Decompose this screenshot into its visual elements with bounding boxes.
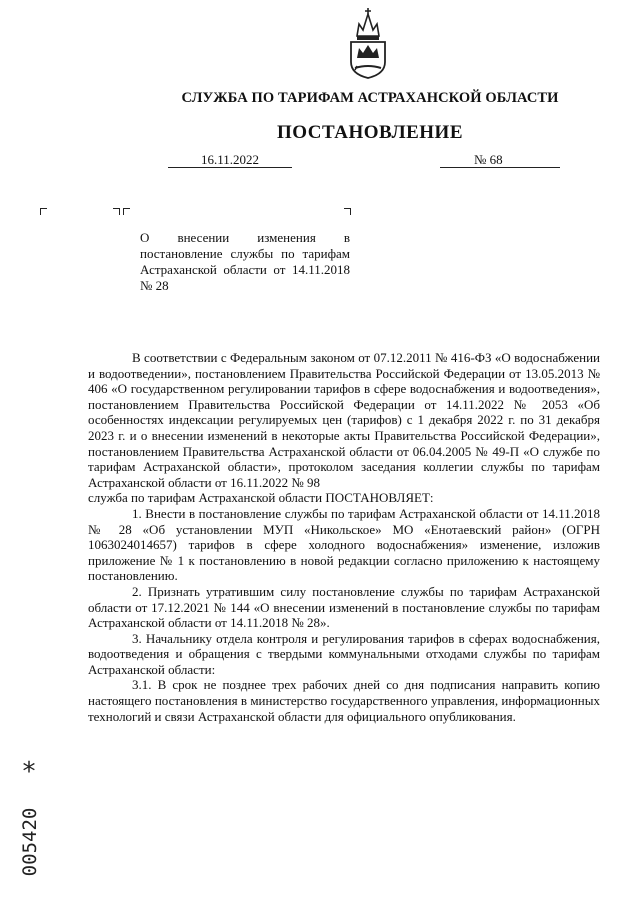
corner-mark <box>113 208 120 215</box>
stamp-asterisk: * <box>22 760 36 787</box>
corner-mark <box>123 208 130 215</box>
clause-2: 2. Признать утратившим силу постановление службы по тарифам Астраханской области от 17.12.2021 № 144 «О внесении изменений в постановление службы по тарифам Астраханской области от 14.11.2018 № 28». <box>88 583 600 631</box>
document-subject: О внесении изменения в постановление службы по тарифам Астраханской области от 14.11.2018 № 28 <box>140 230 350 293</box>
clause-3: 3. Начальнику отдела контроля и регулирования тарифов в сферах водоснабжения, водоотведения и обращения с твердыми коммунальными отходами службы по тарифам Астраханской области: <box>88 630 600 677</box>
clause-1: 1. Внести в постановление службы по тарифам Астраханской области от 14.11.2018 № 28 «Об установлении МУП «Никольское» МО «Енотаевский район» (ОГРН 1063024014657) тарифов в сфере холодного водоснабжения» изменение, изложив приложение № 1 к постановлению в новой редакции согласно приложению к настоящему постановлению. <box>88 505 600 584</box>
document-number: № 68 <box>440 152 560 168</box>
stamp-register-number: 005420 <box>19 807 41 877</box>
clause-3-1: 3.1. В срок не позднее трех рабочих дней со дня подписания направить копию настоящего постановления в министерство государственного управления, информационных технологий и связи Астраханской области для официального опубликования. <box>88 677 600 724</box>
coat-of-arms-icon <box>343 6 393 80</box>
document-type-heading: ПОСТАНОВЛЕНИЕ <box>276 122 464 143</box>
corner-mark <box>40 208 47 215</box>
corner-mark <box>344 208 351 215</box>
registration-stamp <box>12 760 46 880</box>
resolution-line: служба по тарифам Астраханской области ПОСТАНОВЛЯЕТ: <box>88 490 434 506</box>
document-date: 16.11.2022 <box>168 152 292 168</box>
organization-title: СЛУЖБА ПО ТАРИФАМ АСТРАХАНСКОЙ ОБЛАСТИ <box>181 90 559 106</box>
document-body <box>88 350 600 724</box>
preamble-paragraph: В соответствии с Федеральным законом от 07.12.2011 № 416-ФЗ «О водоснабжении и водоотведении», постановлением Правительства Российской Федерации от 13.05.2013 № 406 «О государственном регулировании тарифов в сфере водоснабжения и водоотведения», постановлением Правительства Российской Федерации от 14.11.2022 № 2053 «Об особенностях индексации регулируемых цен (тарифов) с 1 декабря 2022 г. по 31 декабря 2023 г. и о внесении изменений в некоторые акты Правительства Российской Федерации», постановлением Правительства Астраханской области от 06.04.2005 № 49-П «О службе по тарифам Астраханской области», протоколом заседания коллегии службы по тарифам Астраханской области от 16.11.2022 № 98 <box>88 350 600 490</box>
